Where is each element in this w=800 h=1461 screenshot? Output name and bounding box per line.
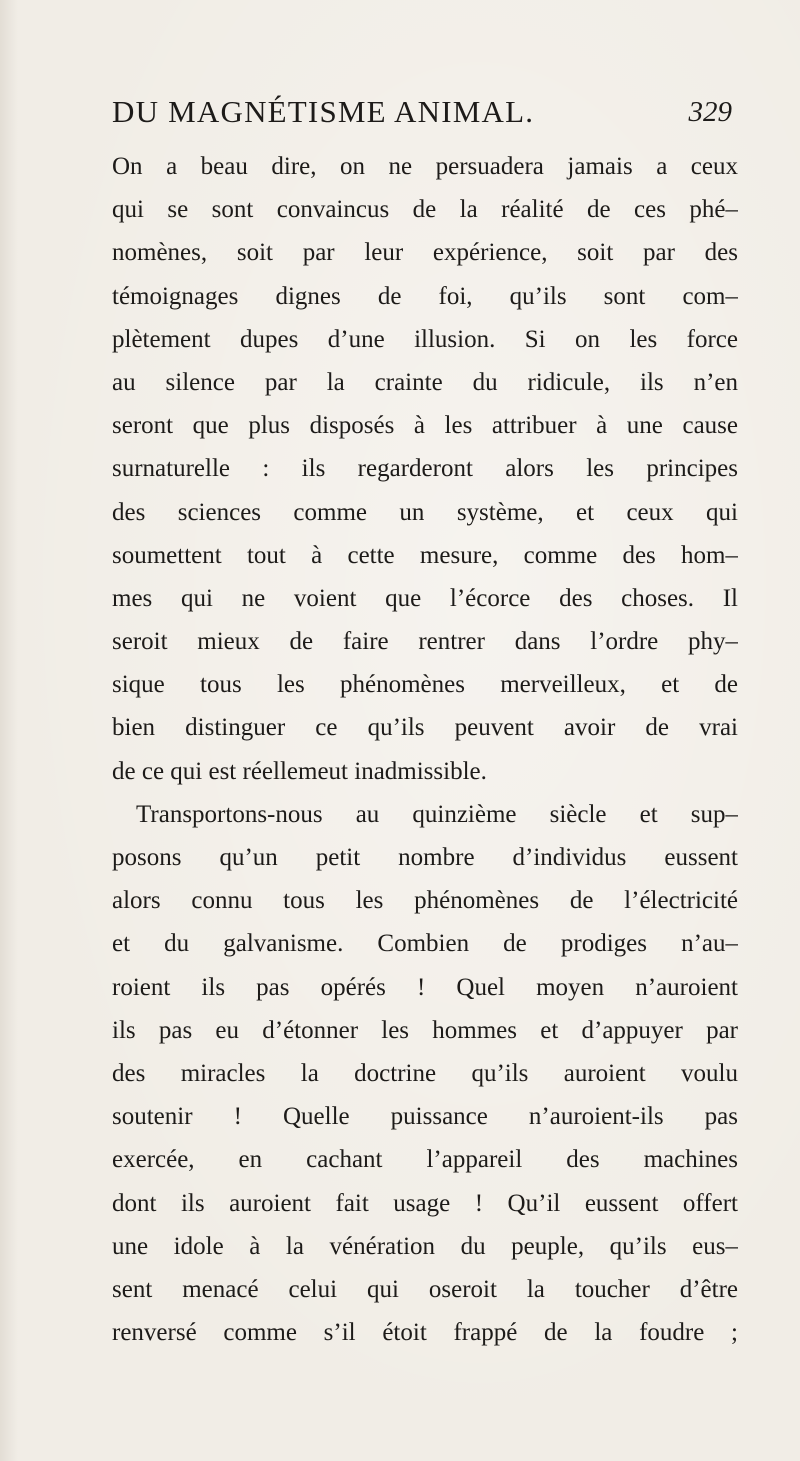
text-line: sent menacé celui qui oseroit la toucher d’être xyxy=(112,1275,738,1303)
text-line: renversé comme s’il étoit frappé de la foudre ; xyxy=(112,1319,738,1347)
text-line: et du galvanisme. Combien de prodiges n’au– xyxy=(112,930,738,958)
text-line: posons qu’un petit nombre d’individus eussent xyxy=(112,844,738,871)
text-line: Transportons-nous au quinzième siècle et sup– xyxy=(136,800,738,828)
body-text xyxy=(112,145,738,1354)
text-line: surnaturelle : ils regarderont alors les principes xyxy=(112,455,738,483)
running-title: DU MAGNÉTISME ANIMAL. xyxy=(112,94,535,129)
text-line: qui se sont convaincus de la réalité de ces phé– xyxy=(112,196,738,224)
text-line: de ce qui est réellemeut inadmissible. xyxy=(112,757,487,785)
page-number: 329 xyxy=(688,96,732,128)
text-line: ils pas eu d’étonner les hommes et d’appuyer par xyxy=(112,1016,738,1044)
text-line: exercée, en cachant l’appareil des machines xyxy=(112,1146,738,1174)
text-line: mes qui ne voient que l’écorce des choses. Il xyxy=(112,584,738,612)
text-line: bien distinguer ce qu’ils peuvent avoir de vrai xyxy=(112,714,738,742)
text-line: témoignages dignes de foi, qu’ils sont com– xyxy=(112,282,738,310)
text-line: plètement dupes d’une illusion. Si on les force xyxy=(112,325,738,353)
text-line: dont ils auroient fait usage ! Qu’il eussent offert xyxy=(112,1189,738,1217)
text-line: alors connu tous les phénomènes de l’électricité xyxy=(112,887,738,915)
text-line: des miracles la doctrine qu’ils auroient voulu xyxy=(112,1059,738,1087)
page-header xyxy=(112,92,732,132)
text-line: une idole à la vénération du peuple, qu’ils eus– xyxy=(112,1232,738,1260)
text-line: roient ils pas opérés ! Quel moyen n’auroient xyxy=(112,973,738,1001)
text-line: soumettent tout à cette mesure, comme des hom– xyxy=(112,541,738,569)
text-line: On a beau dire, on ne persuadera jamais a ceux xyxy=(112,153,738,180)
text-line: au silence par la crainte du ridicule, ils n’en xyxy=(112,368,738,396)
text-line: sique tous les phénomènes merveilleux, et de xyxy=(112,671,738,699)
text-line: nomènes, soit par leur expérience, soit par des xyxy=(112,239,738,267)
text-line: seroit mieux de faire rentrer dans l’ordre phy– xyxy=(112,628,738,656)
text-line: des sciences comme un système, et ceux qui xyxy=(112,498,738,526)
text-line: seront que plus disposés à les attribuer à une cause xyxy=(112,412,738,440)
text-line: soutenir ! Quelle puissance n’auroient-ils pas xyxy=(112,1103,738,1131)
